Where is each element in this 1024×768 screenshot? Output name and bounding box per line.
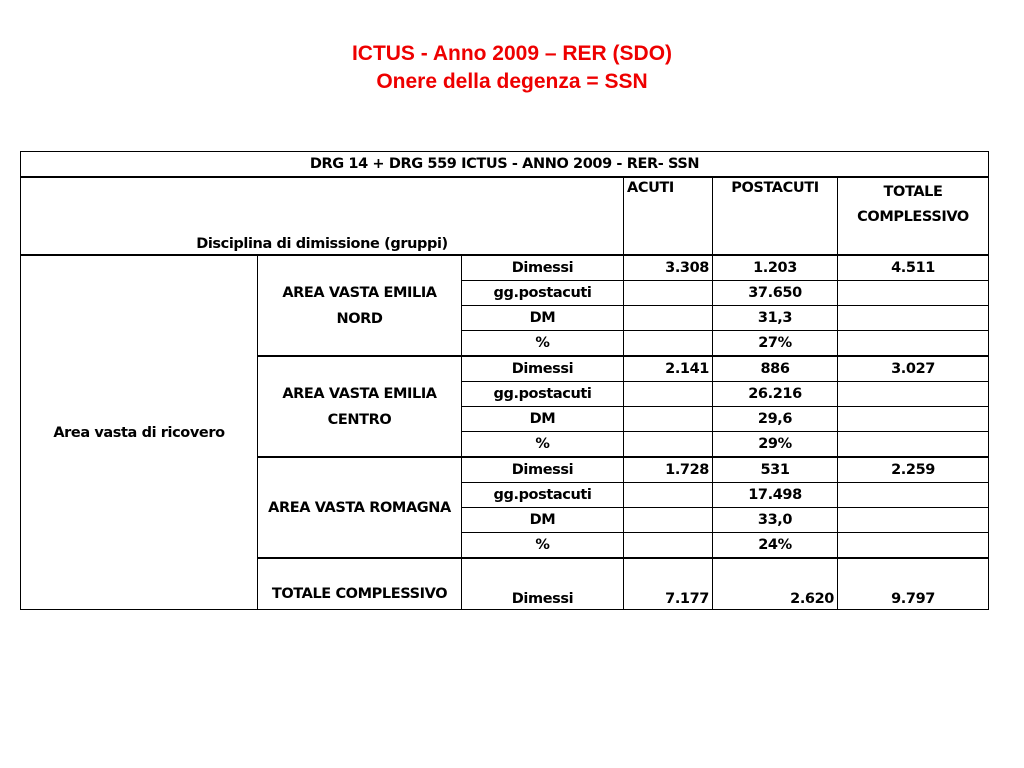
column-header-postacuti: POSTACUTI (713, 177, 838, 255)
cell-postacuti: 33,0 (713, 508, 838, 533)
cell-totale (838, 281, 989, 306)
group-name: AREA VASTA ROMAGNA (258, 457, 462, 558)
cell-totale (838, 432, 989, 458)
slide-title (0, 40, 1024, 96)
cell-acuti: 2.141 (624, 356, 713, 382)
cell-acuti (624, 432, 713, 458)
row-label: gg.postacuti (462, 382, 624, 407)
cell-postacuti: 17.498 (713, 483, 838, 508)
cell-acuti: 7.177 (624, 558, 713, 610)
row-label: DM (462, 508, 624, 533)
cell-totale: 2.259 (838, 457, 989, 483)
title-line-2: Onere della degenza = SSN (376, 70, 648, 93)
row-label: Dimessi (462, 457, 624, 483)
cell-acuti (624, 407, 713, 432)
total-label: TOTALE COMPLESSIVO (258, 558, 462, 610)
cell-postacuti: 531 (713, 457, 838, 483)
row-label: % (462, 432, 624, 458)
cell-totale (838, 533, 989, 559)
cell-postacuti: 29,6 (713, 407, 838, 432)
cell-totale: 4.511 (838, 255, 989, 281)
cell-acuti: 1.728 (624, 457, 713, 483)
cell-acuti (624, 331, 713, 357)
row-label: Dimessi (462, 356, 624, 382)
cell-postacuti: 31,3 (713, 306, 838, 331)
row-label: gg.postacuti (462, 281, 624, 306)
cell-postacuti: 26.216 (713, 382, 838, 407)
column-header-row (21, 177, 989, 255)
cell-postacuti: 27% (713, 331, 838, 357)
cell-acuti (624, 533, 713, 559)
cell-postacuti: 886 (713, 356, 838, 382)
cell-totale: 3.027 (838, 356, 989, 382)
cell-totale (838, 508, 989, 533)
group-name: AREA VASTA EMILIA NORD (258, 255, 462, 356)
row-label: % (462, 331, 624, 357)
cell-totale: 9.797 (838, 558, 989, 610)
table-caption-row (21, 152, 989, 178)
cell-totale (838, 407, 989, 432)
row-label: DM (462, 407, 624, 432)
cell-postacuti: 29% (713, 432, 838, 458)
cell-totale (838, 483, 989, 508)
cell-totale (838, 331, 989, 357)
group-name: AREA VASTA EMILIA CENTRO (258, 356, 462, 457)
title-line-1: ICTUS - Anno 2009 – RER (SDO) (351, 42, 673, 65)
cell-totale (838, 306, 989, 331)
row-label: Dimessi (462, 255, 624, 281)
cell-postacuti: 2.620 (713, 558, 838, 610)
cell-postacuti: 37.650 (713, 281, 838, 306)
row-label: DM (462, 306, 624, 331)
table-caption: DRG 14 + DRG 559 ICTUS - ANNO 2009 - RER- SSN (21, 152, 989, 178)
cell-acuti (624, 483, 713, 508)
cell-postacuti: 24% (713, 533, 838, 559)
column-header-acuti: ACUTI (624, 177, 713, 255)
cell-acuti: 3.308 (624, 255, 713, 281)
cell-postacuti: 1.203 (713, 255, 838, 281)
row-label: Dimessi (462, 558, 624, 610)
row-label: % (462, 533, 624, 559)
cell-acuti (624, 508, 713, 533)
row-header-label: Disciplina di dimissione (gruppi) (21, 177, 624, 255)
column-header-totale: TOTALE COMPLESSIVO (838, 177, 989, 255)
cell-acuti (624, 281, 713, 306)
cell-acuti (624, 382, 713, 407)
row-label: gg.postacuti (462, 483, 624, 508)
area-label: Area vasta di ricovero (21, 255, 258, 610)
cell-totale (838, 382, 989, 407)
ictus-table (20, 151, 989, 610)
table-row (21, 255, 989, 281)
cell-acuti (624, 306, 713, 331)
